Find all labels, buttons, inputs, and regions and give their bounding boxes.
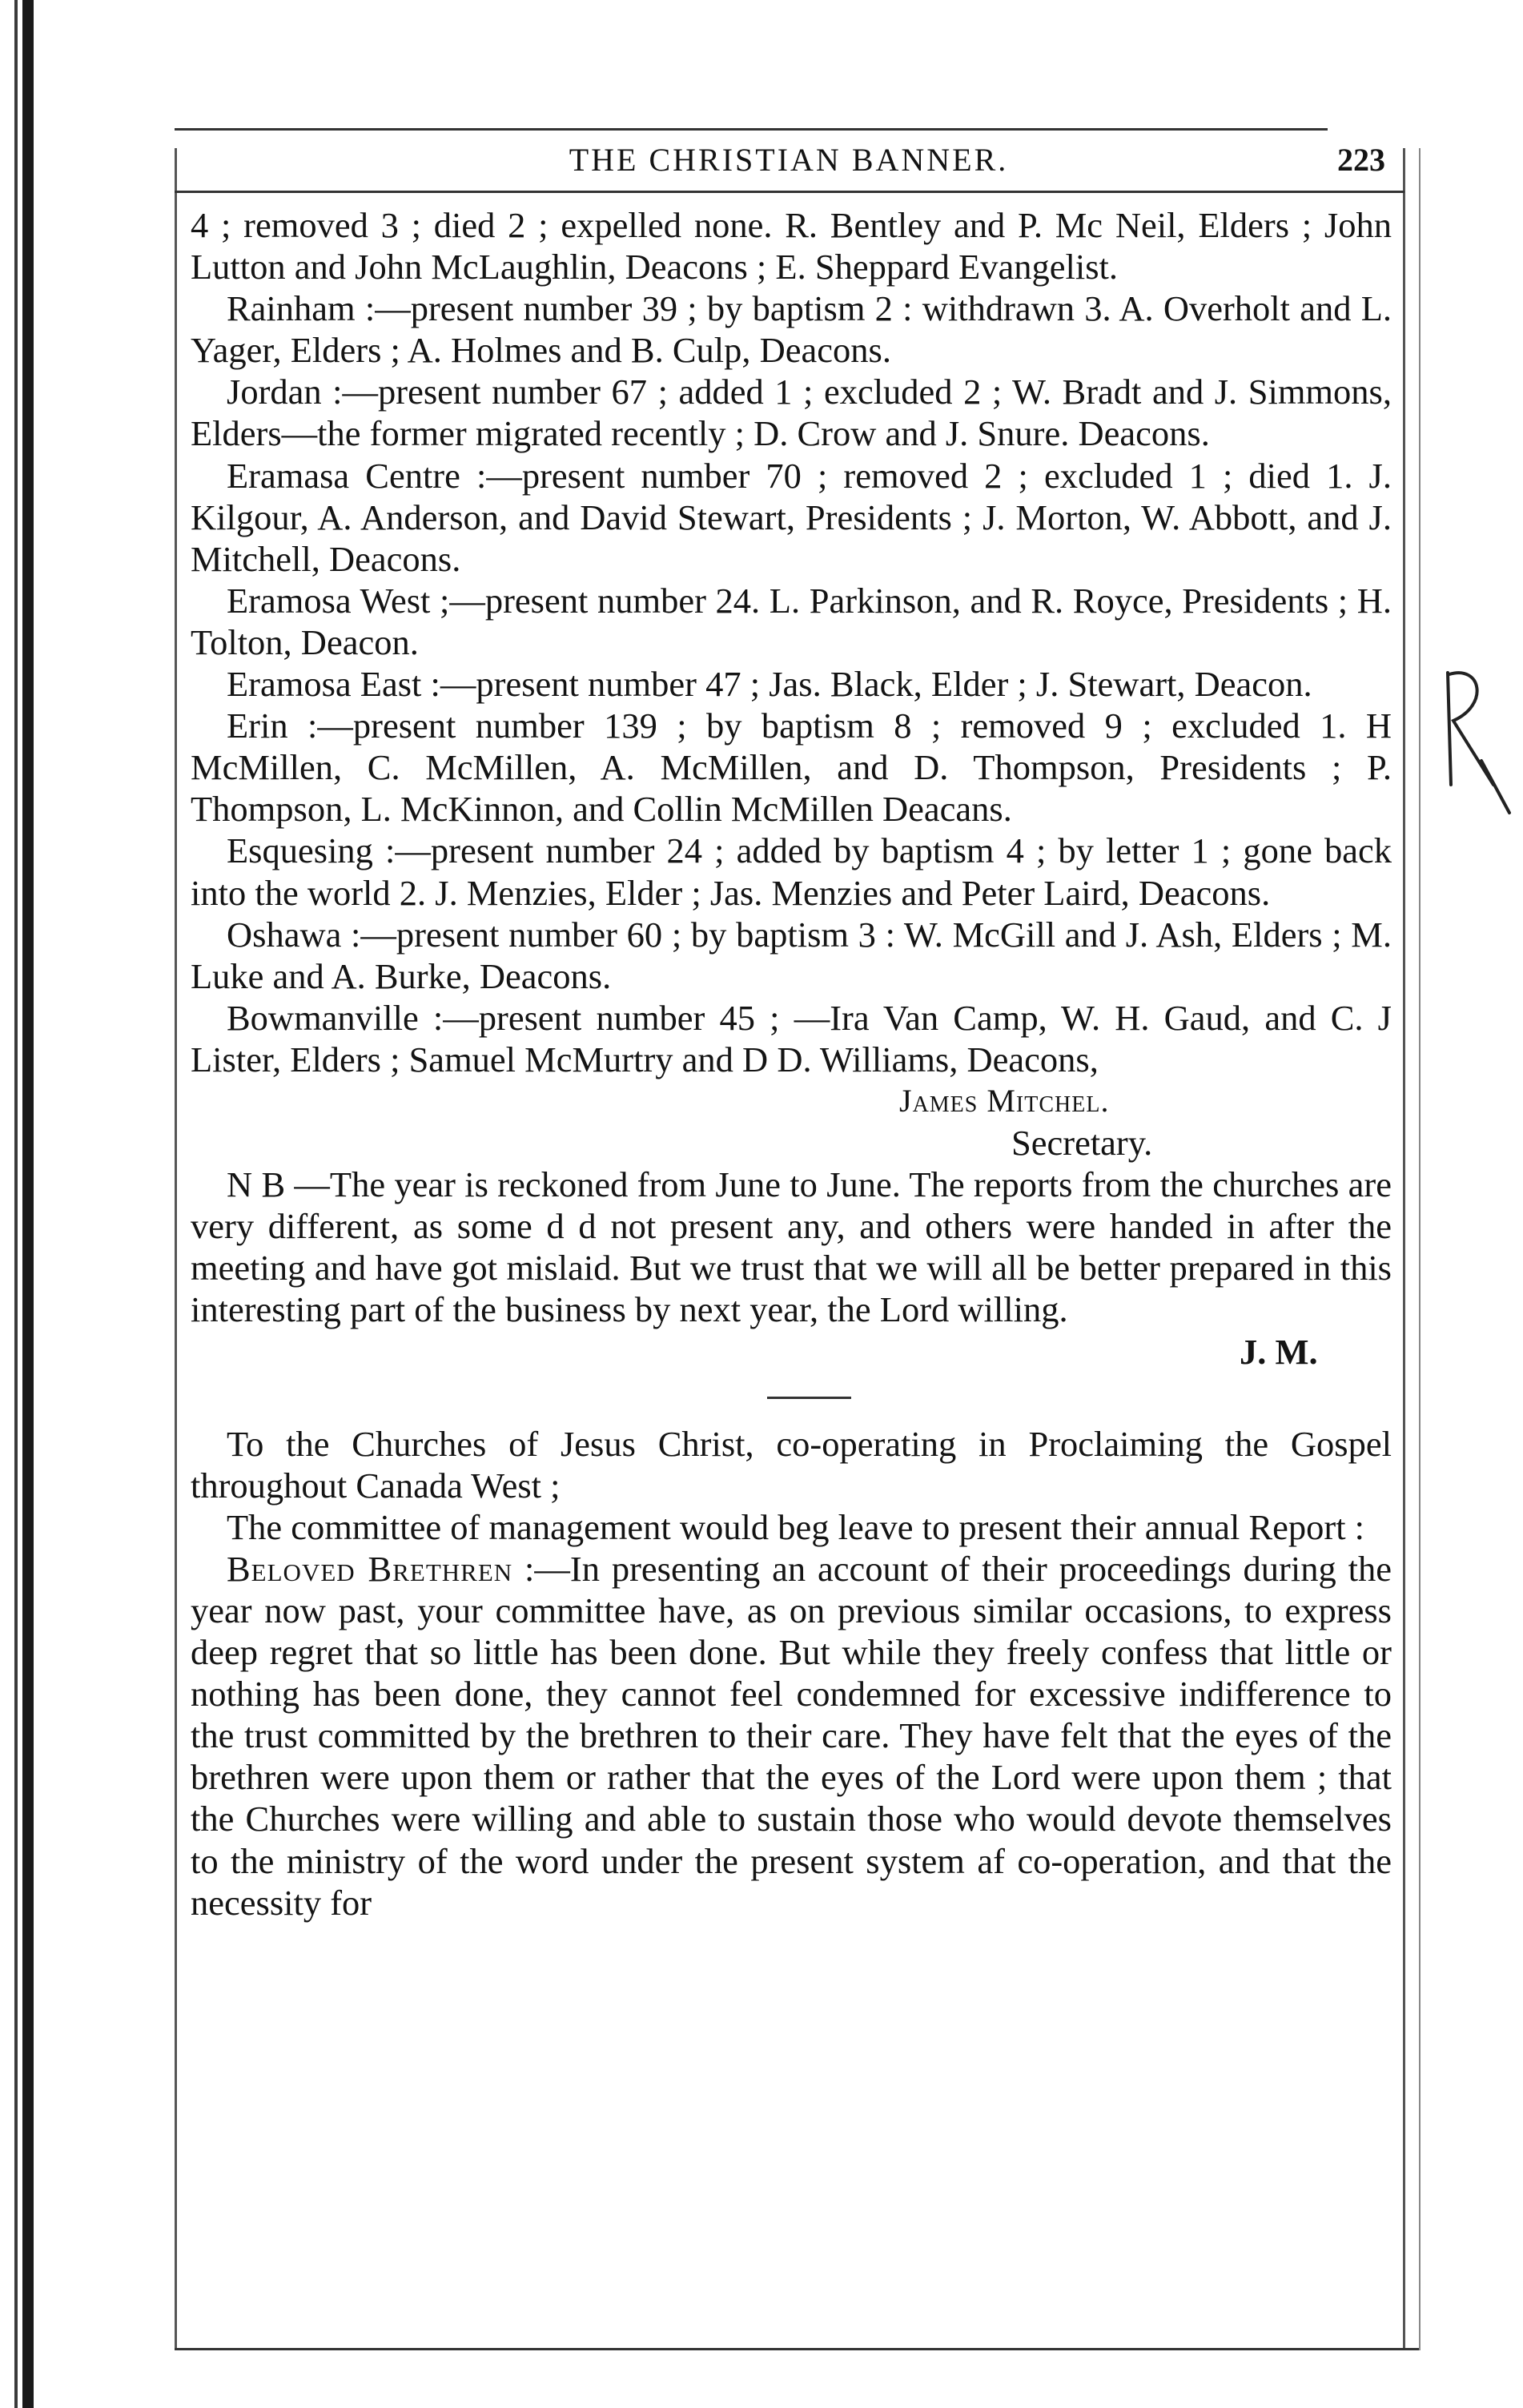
top-rule [175, 128, 1328, 131]
handwritten-margin-mark [1433, 665, 1513, 825]
page-number: 223 [1337, 142, 1385, 178]
report-entry-eramosa-centre: Eramasa Centre :—present number 70 ; removed 2 ; excluded 1 ; died 1. J. Kilgour, A. Anderson, and David Stewart, Presidents ; J. Morton, W. Abbott, and J. Mitchell, Deacons. [191, 455, 1392, 579]
report-entry-esquesing: Esquesing :—present number 24 ; added by baptism 4 ; by letter 1 ; gone back into the world 2. J. Menzies, Elder ; Jas. Menzies and Peter Laird, Deacons. [191, 830, 1392, 913]
report-paragraph [191, 1548, 1392, 1924]
report-body: :—In presenting an account of their proceedings during the year now past, your committee have, as on previous similar occasions, to express deep regret that so little has been done. But while they freely confess that little or nothing has been done, they cannot feel condemned for excessive indifference to the trust committed by the brethren to their care. They have felt that the eyes of the brethren were upon them or rather that the eyes of the Lord were upon them ; that the Churches were willing and able to sustain those who would devote themselves to the ministry of the word under the present system af co-operation, and that the necessity for [191, 1548, 1392, 1923]
note-initials: J. M. [1240, 1331, 1318, 1372]
nota-bene: N B —The year is reckoned from June to June. The reports from the churches are very different, as some d d not present any, and others were handed in after the meeting and have got mislaid. But we trust that we will all be better prepared in this interesting part of the business by next year, the Lord willing. [191, 1164, 1392, 1330]
address-intro: The committee of management would beg leave to present their annual Report : [227, 1506, 1365, 1547]
report-entry-continued: 4 ; removed 3 ; died 2 ; expelled none. R. Bentley and P. Mc Neil, Elders ; John Lutton and John McLaughlin, Deacons ; E. Sheppard Evangelist. [191, 205, 1392, 287]
signature-name: James Mitchel. [899, 1082, 1110, 1119]
signature-role: Secretary. [1011, 1123, 1153, 1164]
report-entry-erin: Erin :—present number 139 ; by baptism 8 ; removed 9 ; excluded 1. H McMillen, C. McMillen, A. McMillen, and D. Thompson, Presidents ; P. Thompson, L. McKinnon, and Collin McMillen Deacans. [191, 706, 1392, 830]
report-entry-eramosa-east: Eramosa East :—present number 47 ; Jas. Black, Elder ; J. Stewart, Deacon. [227, 664, 1312, 705]
right-border-outer [1419, 148, 1421, 2350]
page-binding-edge-thin [14, 0, 18, 2408]
header-rule [175, 191, 1404, 193]
report-entry-rainham: Rainham :—present number 39 ; by baptism 2 : withdrawn 3. A. Overholt and L. Yager, Elders ; A. Holmes and B. Culp, Deacons. [191, 288, 1392, 371]
page-body [191, 204, 1392, 1924]
section-divider [767, 1397, 851, 1399]
address-line: To the Churches of Jesus Christ, co-operating in Proclaiming the Gospel throughout Canada West ; [191, 1423, 1392, 1506]
page-title: THE CHRISTIAN BANNER. [569, 142, 1009, 178]
right-border [1403, 148, 1405, 2350]
running-header [184, 141, 1393, 186]
salutation: Beloved Brethren [227, 1548, 513, 1589]
bottom-rule [175, 2348, 1419, 2350]
left-border [175, 148, 177, 2350]
report-entry-eramosa-west: Eramosa West ;—present number 24. L. Parkinson, and R. Royce, Presidents ; H. Tolton, Deacon. [191, 580, 1392, 662]
page-binding-edge [22, 0, 34, 2408]
report-entry-jordan: Jordan :—present number 67 ; added 1 ; excluded 2 ; W. Bradt and J. Simmons, Elders—the former migrated recently ; D. Crow and J. Snure. Deacons. [191, 372, 1392, 454]
report-entry-oshawa: Oshawa :—present number 60 ; by baptism 3 : W. McGill and J. Ash, Elders ; M. Luke and A. Burke, Deacons. [191, 914, 1392, 996]
report-entry-bowmanville: Bowmanville :—present number 45 ; —Ira Van Camp, W. H. Gaud, and C. J Lister, Elders ; Samuel McMurtry and D D. Williams, Deacons, [191, 997, 1392, 1079]
